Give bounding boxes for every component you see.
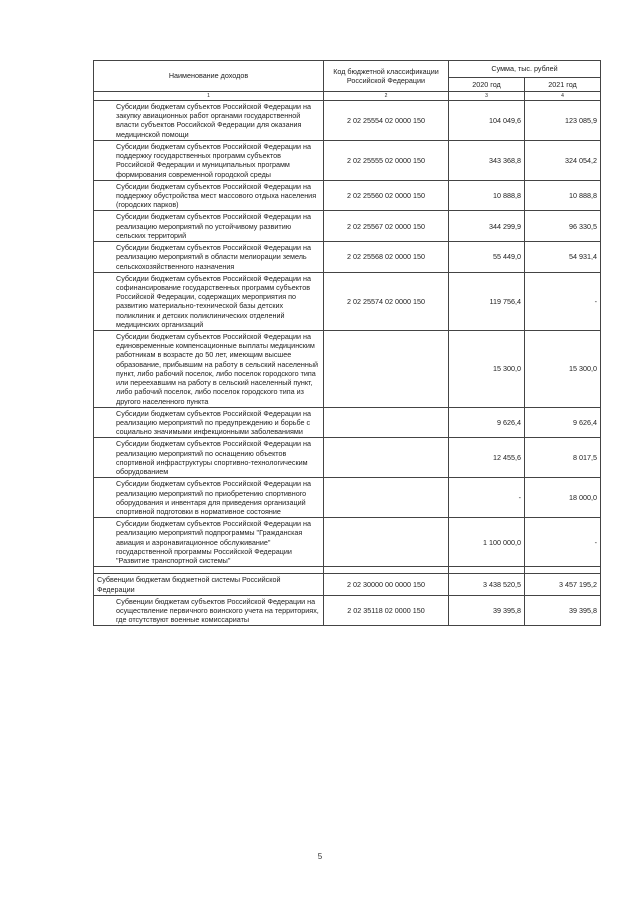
row-code bbox=[324, 518, 449, 567]
row-value-2020: 344 299,9 bbox=[449, 211, 525, 242]
table-row bbox=[94, 272, 601, 330]
row-value-2021: 9 626,4 bbox=[525, 407, 601, 438]
row-value-2020: 343 368,8 bbox=[449, 140, 525, 180]
header-2021: 2021 год bbox=[525, 78, 601, 92]
row-code: 2 02 25555 02 0000 150 bbox=[324, 140, 449, 180]
table-row bbox=[94, 407, 601, 438]
row-value-2021: 15 300,0 bbox=[525, 331, 601, 408]
column-number: 1 bbox=[94, 92, 324, 101]
row-code bbox=[324, 438, 449, 478]
row-value-2021: 54 931,4 bbox=[525, 242, 601, 273]
revenue-table bbox=[93, 60, 601, 626]
row-code bbox=[324, 331, 449, 408]
row-code: 2 02 35118 02 0000 150 bbox=[324, 595, 449, 626]
row-name: Субсидии бюджетам субъектов Российской Федерации на закупку авиационных работ органами государственной власти субъектов Российской Федерации для оказания медицинской помощи bbox=[94, 101, 324, 141]
row-name: Субсидии бюджетам субъектов Российской Федерации на реализацию мероприятий по предупреждению и борьбе с социально значимыми инфекционными заболеваниями bbox=[94, 407, 324, 438]
row-value-2021: 123 085,9 bbox=[525, 101, 601, 141]
row-value-2020: - bbox=[449, 478, 525, 518]
table-row bbox=[94, 331, 601, 408]
table-row bbox=[94, 478, 601, 518]
row-value-2020: 15 300,0 bbox=[449, 331, 525, 408]
row-value-2021: 96 330,5 bbox=[525, 211, 601, 242]
row-name: Субсидии бюджетам субъектов Российской Федерации на реализацию мероприятий по устойчивому развитию сельских территорий bbox=[94, 211, 324, 242]
table-row bbox=[94, 180, 601, 211]
row-name: Субвенции бюджетам субъектов Российской Федерации на осуществление первичного воинского учета на территориях, где отсутствуют военные комиссариаты bbox=[94, 595, 324, 626]
row-code: 2 02 25567 02 0000 150 bbox=[324, 211, 449, 242]
table-row bbox=[94, 101, 601, 141]
row-name: Субсидии бюджетам субъектов Российской Федерации на поддержку обустройства мест массового отдыха населения (городских парков) bbox=[94, 180, 324, 211]
row-name: Субсидии бюджетам субъектов Российской Федерации на софинансирование государственных программ субъектов Российской Федерации, содержащих мероприятия по развитию материально-технической базы детских поликлиник и детских поликлинических отделений медицинских организаций bbox=[94, 272, 324, 330]
header-sum: Сумма, тыс. рублей bbox=[449, 61, 601, 78]
table-row bbox=[94, 211, 601, 242]
row-value-2021: 10 888,8 bbox=[525, 180, 601, 211]
row-value-2020: 10 888,8 bbox=[449, 180, 525, 211]
row-name: Субсидии бюджетам субъектов Российской Федерации на единовременные компенсационные выплаты медицинским работникам в возрасте до 50 лет, имеющим высшее образование, прибывшим на работу в сельский населенный пункт, либо рабочий поселок, либо поселок городского типа или переехавшим на работу в сельский населенный пункт, либо рабочий поселок, либо поселок городского типа из другого населенного пункта bbox=[94, 331, 324, 408]
row-value-2020: 55 449,0 bbox=[449, 242, 525, 273]
row-value-2020: 1 100 000,0 bbox=[449, 518, 525, 567]
row-value-2021: - bbox=[525, 518, 601, 567]
row-code: 2 02 25560 02 0000 150 bbox=[324, 180, 449, 211]
row-code: 2 02 25574 02 0000 150 bbox=[324, 272, 449, 330]
column-number: 2 bbox=[324, 92, 449, 101]
row-code bbox=[324, 478, 449, 518]
column-number: 3 bbox=[449, 92, 525, 101]
table-row bbox=[94, 518, 601, 567]
row-value-2020: 119 756,4 bbox=[449, 272, 525, 330]
header-code: Код бюджетной классификации Российской Федерации bbox=[324, 61, 449, 92]
row-value-2021: 18 000,0 bbox=[525, 478, 601, 518]
row-value-2021: 8 017,5 bbox=[525, 438, 601, 478]
row-value-2021: 39 395,8 bbox=[525, 595, 601, 626]
row-value-2021: - bbox=[525, 272, 601, 330]
table-row bbox=[94, 438, 601, 478]
summary-value-2021: 3 457 195,2 bbox=[525, 574, 601, 595]
summary-value-2020: 3 438 520,5 bbox=[449, 574, 525, 595]
summary-name: Субвенции бюджетам бюджетной системы Российской Федерации bbox=[94, 574, 324, 595]
summary-code: 2 02 30000 00 0000 150 bbox=[324, 574, 449, 595]
row-value-2020: 9 626,4 bbox=[449, 407, 525, 438]
table-row bbox=[94, 140, 601, 180]
spacer-row bbox=[94, 567, 601, 574]
row-code bbox=[324, 407, 449, 438]
row-name: Субсидии бюджетам субъектов Российской Федерации на реализацию мероприятий в области мелиорации земель сельскохозяйственного назначения bbox=[94, 242, 324, 273]
row-value-2020: 12 455,6 bbox=[449, 438, 525, 478]
row-name: Субсидии бюджетам субъектов Российской Федерации на реализацию мероприятий подпрограммы "Гражданская авиация и аэронавигационное обслуживание" государственной программы Российской Федерации "Развитие транспортной системы" bbox=[94, 518, 324, 567]
row-code: 2 02 25568 02 0000 150 bbox=[324, 242, 449, 273]
row-value-2021: 324 054,2 bbox=[525, 140, 601, 180]
page-number: 5 bbox=[317, 852, 323, 861]
header-2020: 2020 год bbox=[449, 78, 525, 92]
header-name: Наименование доходов bbox=[94, 61, 324, 92]
row-name: Субсидии бюджетам субъектов Российской Федерации на реализацию мероприятий по оснащению объектов спортивной инфраструктуры спортивно-технологическим оборудованием bbox=[94, 438, 324, 478]
summary-row bbox=[94, 574, 601, 595]
row-code: 2 02 25554 02 0000 150 bbox=[324, 101, 449, 141]
table-row bbox=[94, 595, 601, 626]
row-value-2020: 39 395,8 bbox=[449, 595, 525, 626]
table-row bbox=[94, 242, 601, 273]
column-number: 4 bbox=[525, 92, 601, 101]
row-name: Субсидии бюджетам субъектов Российской Федерации на реализацию мероприятий по приобретению спортивного оборудования и инвентаря для приведения организаций спортивной подготовки в нормативное состояние bbox=[94, 478, 324, 518]
row-value-2020: 104 049,6 bbox=[449, 101, 525, 141]
row-name: Субсидии бюджетам субъектов Российской Федерации на поддержку государственных программ субъектов Российской Федерации и муниципальных программ формирования современной городской среды bbox=[94, 140, 324, 180]
